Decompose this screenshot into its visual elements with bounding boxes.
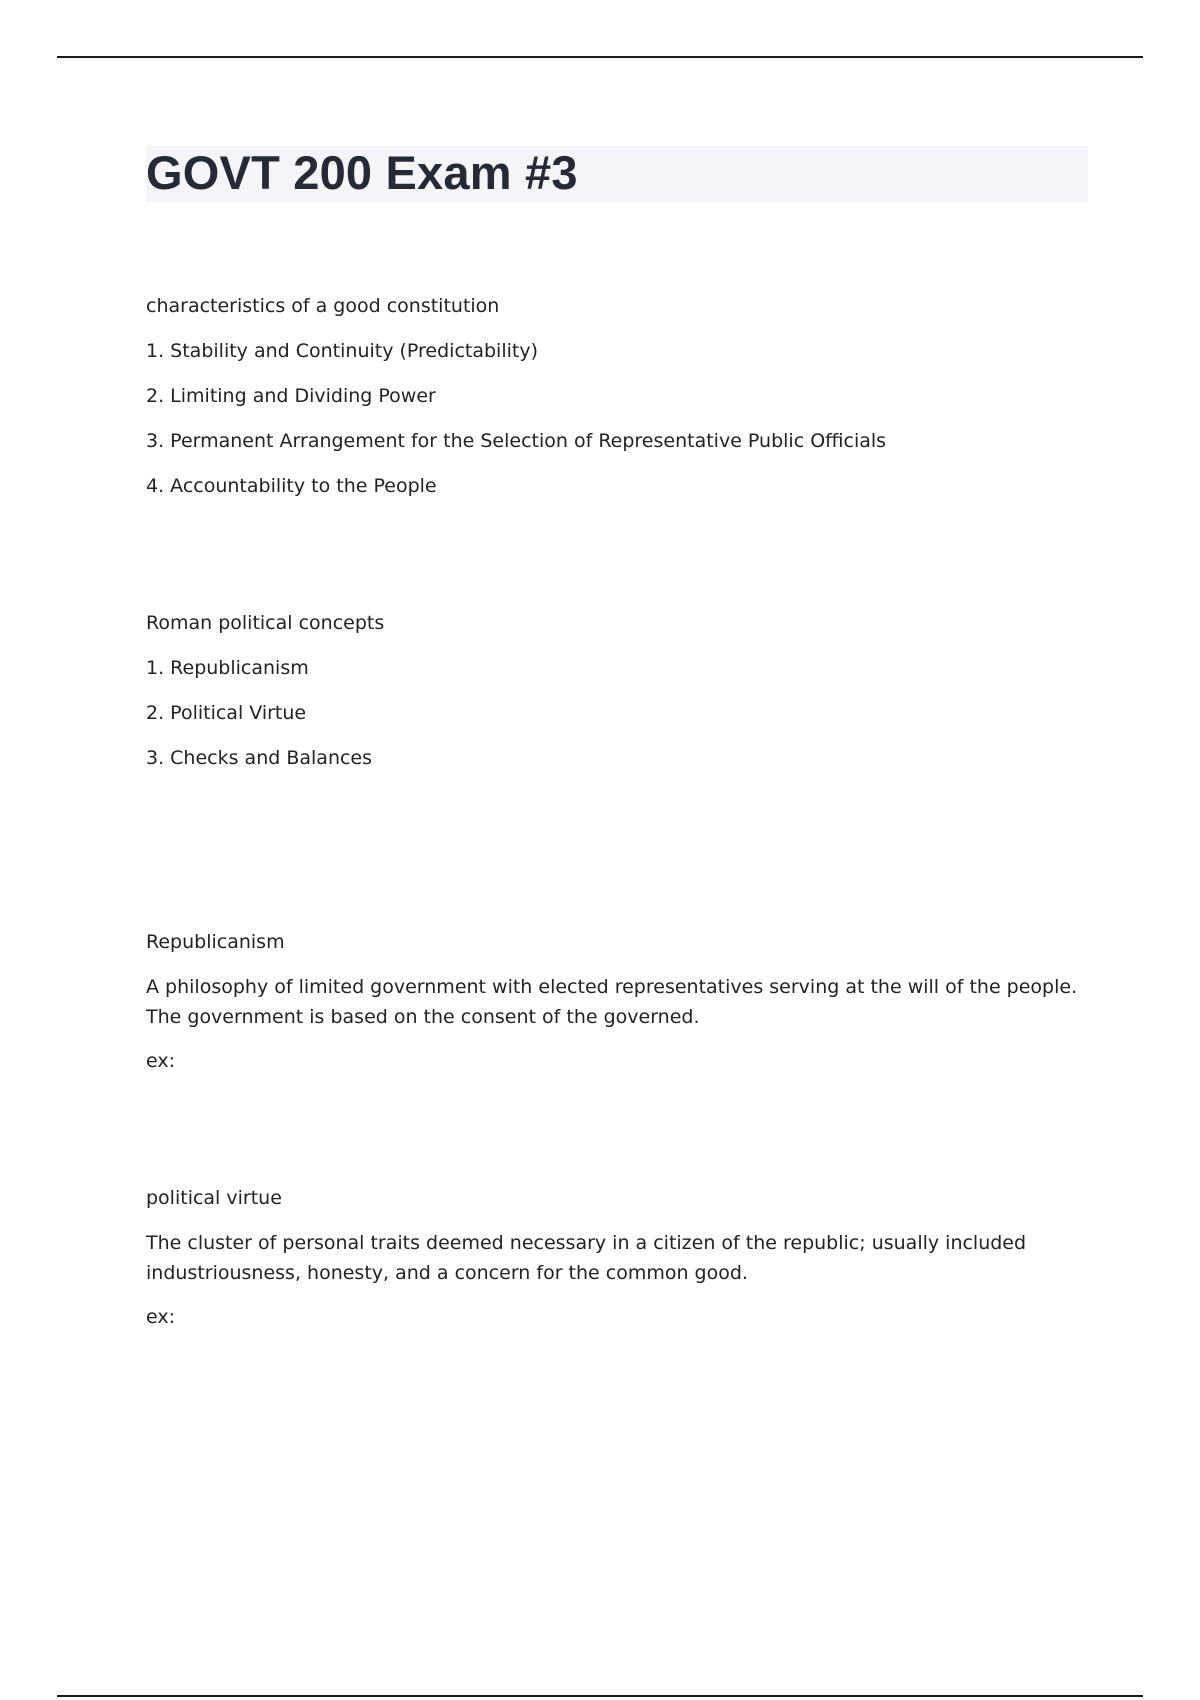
list-item: 1. Republicanism xyxy=(146,657,309,679)
example-label: ex: xyxy=(146,1306,176,1328)
section-constitution xyxy=(146,291,1086,516)
bottom-rule xyxy=(57,1695,1143,1697)
list-item: 2. Limiting and Dividing Power xyxy=(146,385,436,407)
list-item: 2. Political Virtue xyxy=(146,702,307,724)
definition-text: The cluster of personal traits deemed necessary in a citizen of the republic; usually included industriousness, honesty, and a concern for the common good. xyxy=(146,1232,1027,1284)
term-heading: Republicanism xyxy=(146,931,285,953)
list-item: 1. Stability and Continuity (Predictability) xyxy=(146,340,538,362)
section-political-virtue xyxy=(146,1183,1086,1347)
page-title: GOVT 200 Exam #3 xyxy=(146,146,578,199)
list-item: 3. Checks and Balances xyxy=(146,747,373,769)
term-heading: characteristics of a good constitution xyxy=(146,295,500,317)
section-republicanism xyxy=(146,927,1086,1091)
list-item: 3. Permanent Arrangement for the Selection of Representative Public Officials xyxy=(146,430,887,452)
example-label: ex: xyxy=(146,1050,176,1072)
definition-text: A philosophy of limited government with elected representatives serving at the will of the people. The government is based on the consent of the governed. xyxy=(146,976,1078,1028)
top-rule xyxy=(57,56,1143,58)
list-item: 4. Accountability to the People xyxy=(146,475,437,497)
section-roman-concepts xyxy=(146,608,1086,788)
term-heading: Roman political concepts xyxy=(146,612,385,634)
term-heading: political virtue xyxy=(146,1187,282,1209)
